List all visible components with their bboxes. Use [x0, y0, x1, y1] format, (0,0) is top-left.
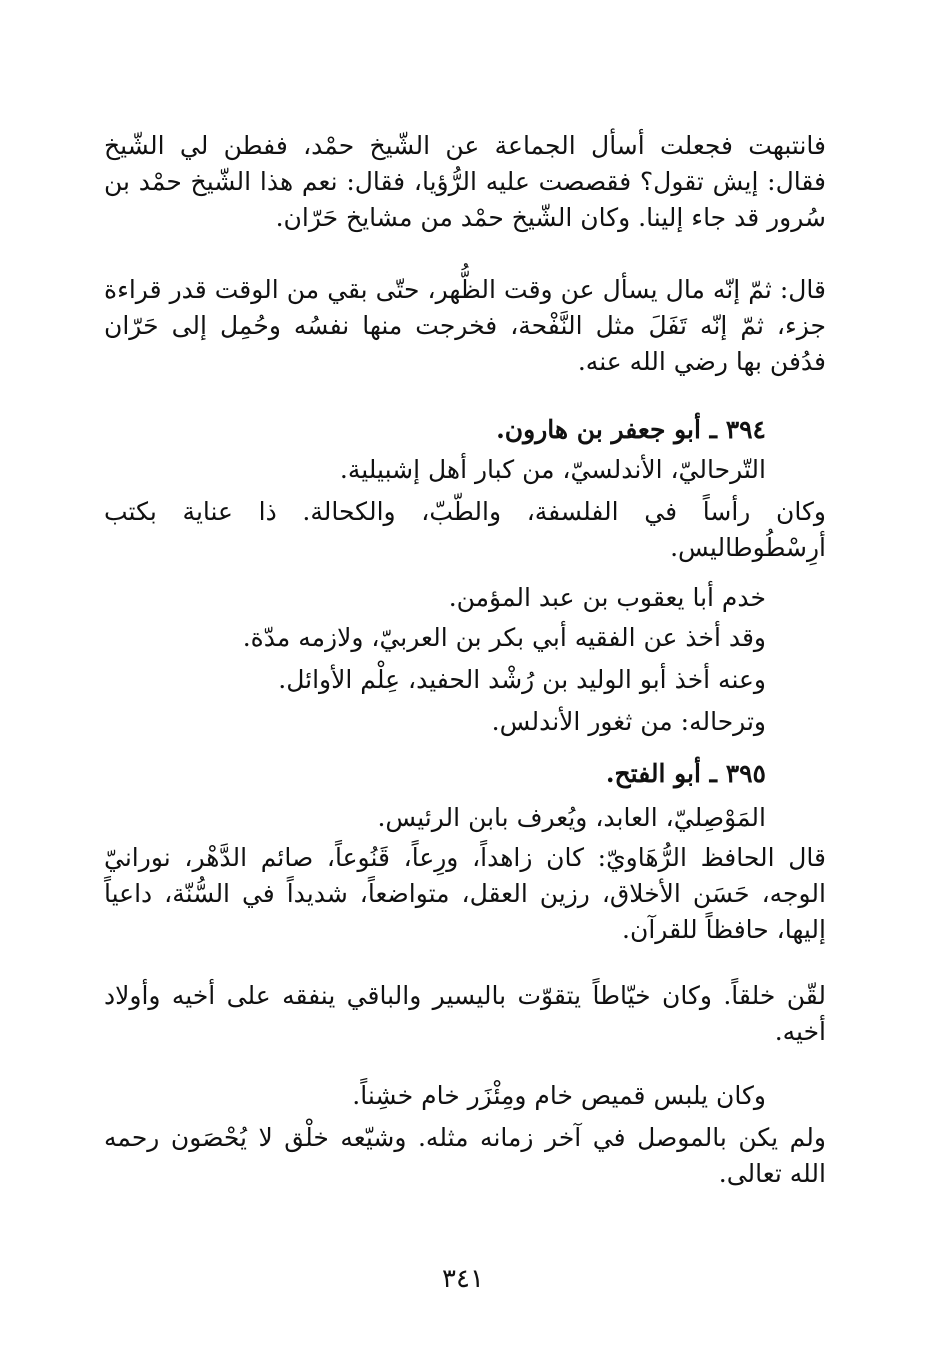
- paragraph-death-account: قال: ثمّ إنّه مال يسأل عن وقت الظُّهر، حتّى بقي من الوقت قدر قراءة جزء، ثمّ إنّه تَفَلَ مثل النَّفْحة، فخرجت منها نفسُه وحُمِل إلى حَرّان فدُفن بها رضي الله عنه.: [104, 275, 826, 376]
- entry-395-funeral: ولم يكن بالموصل في آخر زمانه مثله. وشيّعه خلْق لا يُحْصَون رحمه الله تعالى.: [104, 1123, 826, 1188]
- entry-394-teacher: وقد أخذ عن الفقيه أبي بكر بن العربيّ، ولازمه مدّة.: [242, 623, 766, 652]
- page-number: ٣٤١: [442, 1264, 484, 1294]
- entry-heading-394: ٣٩٤ ـ أبو جعفر بن هارون.: [496, 415, 766, 444]
- entry-heading-395: ٣٩٥ ـ أبو الفتح.: [605, 759, 766, 788]
- entry-394-student: وعنه أخذ أبو الوليد بن رُشْد الحفيد، عِلْم الأوائل.: [278, 665, 766, 694]
- entry-394-residence: وترحاله: من ثغور الأندلس.: [491, 707, 766, 736]
- entry-394-service: خدم أبا يعقوب بن عبد المؤمن.: [448, 583, 766, 612]
- entry-395-clothing: وكان يلبس قميص خام ومِئْزَر خام خشِناً.: [352, 1081, 766, 1110]
- entry-394-philosophy: وكان رأساً في الفلسفة، والطّبّ، والكحالة. ذا عناية بكتب أرِسْطُوطاليس.: [104, 497, 826, 562]
- entry-395-description: قال الحافظ الرُّهَاويّ: كان زاهداً، ورِعاً، قَنُوعاً، صائم الدَّهْر، نورانيّ الوجه، حَسَن الأخلاق، رزين العقل، متواضعاً، شديداً في السُّنّة، داعياً إليها، حافظاً للقرآن.: [104, 843, 826, 944]
- entry-394-origin: التّرحاليّ، الأندلسيّ، من كبار أهل إشبيلية.: [339, 455, 766, 484]
- paragraph-dream-story: فانتبهت فجعلت أسأل الجماعة عن الشّيخ حمْد، ففطن لي الشّيخ فقال: إيش تقول؟ فقصصت عليه الرُّؤيا، فقال: نعم هذا الشّيخ حمْد بن سُرور قد جاء إلينا. وكان الشّيخ حمْد من مشايخ حَرّان.: [104, 131, 826, 232]
- entry-395-livelihood: لقّن خلقاً. وكان خيّاطاً يتقوّت باليسير والباقي ينفقه على أخيه وأولاد أخيه.: [104, 981, 826, 1046]
- entry-395-origin: المَوْصِليّ، العابد، ويُعرف بابن الرئيس.: [377, 803, 766, 832]
